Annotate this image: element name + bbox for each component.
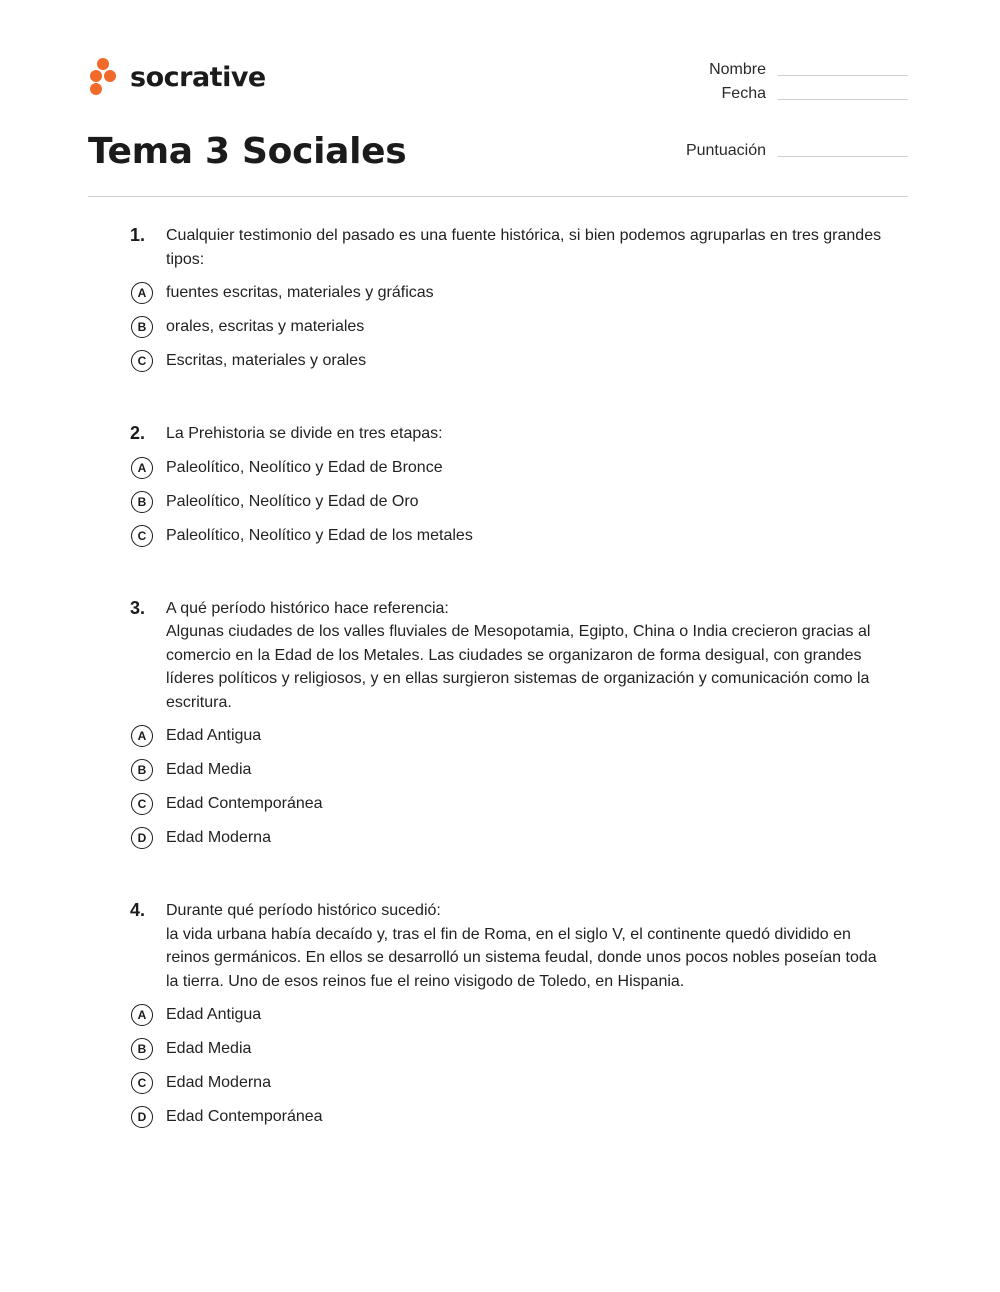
option-bubble[interactable]: D xyxy=(131,827,153,849)
option-c[interactable] xyxy=(130,787,890,821)
option-text: Paleolítico, Neolítico y Edad de Bronce xyxy=(166,458,443,476)
socrative-logo-icon xyxy=(88,57,120,97)
question-3 xyxy=(130,597,890,856)
option-bubble[interactable]: B xyxy=(131,316,153,338)
option-b[interactable] xyxy=(130,753,890,787)
option-text: Edad Contemporánea xyxy=(166,1108,323,1125)
brand-name: socrative xyxy=(130,61,266,93)
question-number: 2. xyxy=(130,423,146,443)
option-bubble[interactable]: D xyxy=(131,1106,153,1128)
date-field[interactable] xyxy=(722,85,908,103)
name-field[interactable] xyxy=(709,61,908,79)
option-b[interactable] xyxy=(130,1032,890,1066)
question-number: 1. xyxy=(130,225,146,245)
question-text: Cualquier testimonio del pasado es una fuente histórica, si bien podemos agruparlas en tres grandes tipos: xyxy=(166,227,882,268)
question-1 xyxy=(130,224,890,378)
score-field[interactable] xyxy=(686,142,908,160)
option-b[interactable] xyxy=(130,310,890,344)
page-title: Tema 3 Sociales xyxy=(88,131,407,172)
option-bubble[interactable]: C xyxy=(131,793,153,815)
option-text: orales, escritas y materiales xyxy=(166,318,365,335)
option-c[interactable] xyxy=(130,1066,890,1100)
date-label: Fecha xyxy=(721,85,766,102)
name-label: Nombre xyxy=(709,61,766,78)
question-list xyxy=(130,224,890,1178)
option-text: Edad Media xyxy=(166,761,252,778)
option-text: Edad Media xyxy=(166,1040,252,1057)
option-a[interactable] xyxy=(130,998,890,1032)
question-4 xyxy=(130,899,890,1134)
option-text: Paleolítico, Neolítico y Edad de Oro xyxy=(166,492,419,510)
option-text: Edad Moderna xyxy=(166,1074,271,1091)
option-a[interactable] xyxy=(130,719,890,753)
options-list xyxy=(130,276,890,378)
date-line[interactable] xyxy=(778,98,908,100)
option-c[interactable] xyxy=(130,519,890,553)
option-c[interactable] xyxy=(130,344,890,378)
option-bubble[interactable]: B xyxy=(131,759,153,781)
question-text: Durante qué período histórico sucedió: xyxy=(166,902,441,919)
option-bubble[interactable]: C xyxy=(131,525,153,547)
question-passage: Algunas ciudades de los valles fluviales de Mesopotamia, Egipto, China o India crecieron gracias al comercio en la Edad de los Metales. Las ciudades se organizaron de forma desigual, con grandes líderes políticos y religiosos, y en ellas surgieron sistemas de organización y comunicación como la escritura. xyxy=(166,623,871,711)
option-text: Escritas, materiales y orales xyxy=(166,352,367,369)
option-text: Edad Antigua xyxy=(166,727,262,744)
option-d[interactable] xyxy=(130,1100,890,1134)
question-number: 3. xyxy=(130,597,146,618)
question-2 xyxy=(130,422,890,553)
option-bubble[interactable]: C xyxy=(131,350,153,372)
option-bubble[interactable]: A xyxy=(131,725,153,747)
option-a[interactable] xyxy=(130,276,890,310)
option-d[interactable] xyxy=(130,821,890,855)
socrative-logo xyxy=(88,56,266,98)
option-bubble[interactable]: B xyxy=(131,491,153,513)
name-line[interactable] xyxy=(778,74,908,76)
option-bubble[interactable]: B xyxy=(131,1038,153,1060)
options-list xyxy=(130,719,890,855)
option-text: Edad Contemporánea xyxy=(166,795,323,812)
option-bubble[interactable]: C xyxy=(131,1072,153,1094)
question-number: 4. xyxy=(130,900,146,920)
options-list xyxy=(130,451,890,553)
score-line[interactable] xyxy=(778,155,908,157)
option-b[interactable] xyxy=(130,485,890,519)
option-text: Paleolítico, Neolítico y Edad de los metales xyxy=(166,526,473,544)
option-bubble[interactable]: A xyxy=(131,457,153,479)
option-a[interactable] xyxy=(130,451,890,485)
option-bubble[interactable]: A xyxy=(131,1004,153,1026)
question-text: A qué período histórico hace referencia: xyxy=(166,599,449,617)
option-bubble[interactable]: A xyxy=(131,282,153,304)
header-divider xyxy=(88,196,908,197)
score-label: Puntuación xyxy=(685,142,766,159)
option-text: Edad Moderna xyxy=(166,829,271,846)
option-text: fuentes escritas, materiales y gráficas xyxy=(166,284,434,301)
question-text: La Prehistoria se divide en tres etapas: xyxy=(166,425,443,442)
options-list xyxy=(130,998,890,1134)
question-passage: la vida urbana había decaído y, tras el fin de Roma, en el siglo V, el continente quedó dividido en reinos germánicos. En ellos se desarrolló un sistema feudal, donde unos pocos nobles poseían toda la tierra. Uno de esos reinos fue el reino visigodo de Toledo, en Hispania. xyxy=(166,925,877,990)
option-text: Edad Antigua xyxy=(166,1006,262,1023)
